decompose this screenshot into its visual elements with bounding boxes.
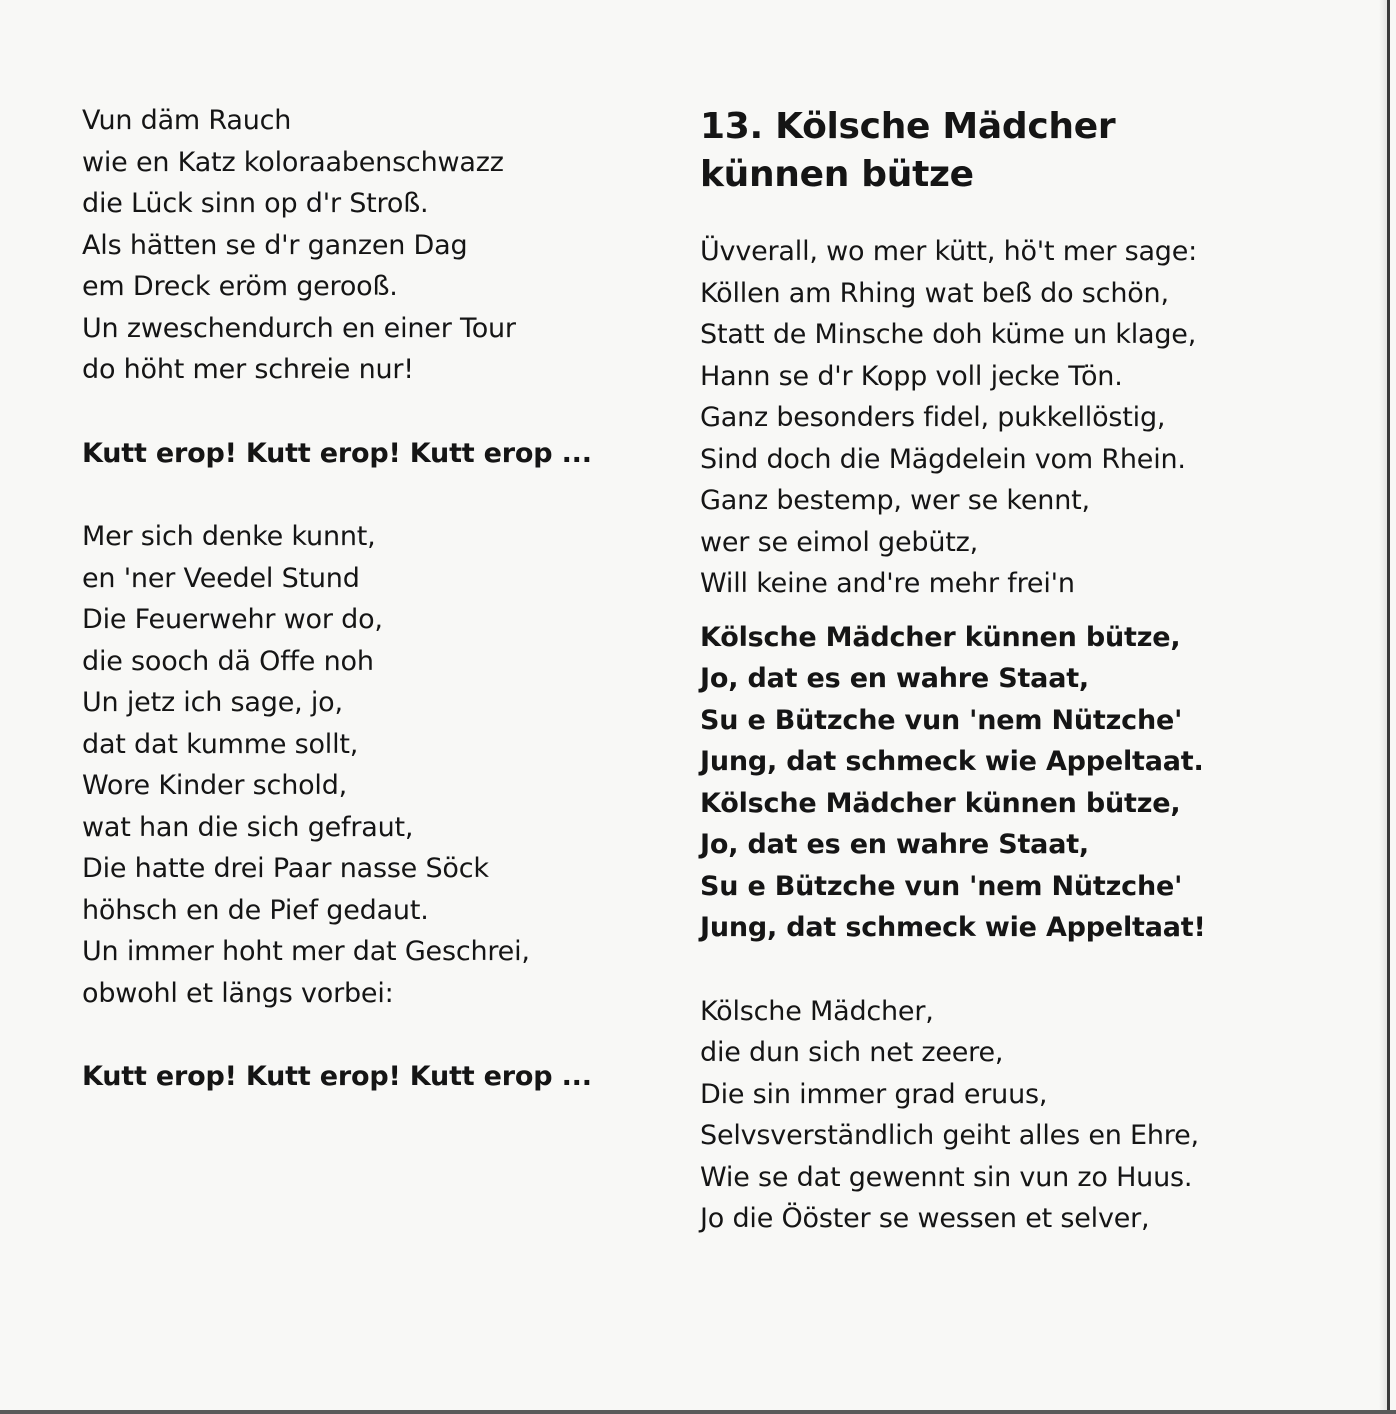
lyric-line: wer se eimol gebütz, [700, 526, 978, 558]
chorus-line: Jung, dat schmeck wie Appeltaat. [700, 746, 1204, 777]
lyric-line: Köllen am Rhing wat beß do schön, [700, 277, 1169, 309]
verse-1 [700, 231, 1300, 605]
song-title-line-2: künnen bütze [700, 154, 974, 195]
stanza-1 [82, 100, 662, 391]
lyric-line: Sind doch die Mägdelein vom Rhein. [700, 443, 1186, 475]
lyric-line: Üvverall, wo mer kütt, hö't mer sage: [700, 236, 1198, 267]
lyric-line: Vun däm Rauch [82, 105, 292, 136]
chorus-line: Jung, dat schmeck wie Appeltaat! [700, 912, 1206, 943]
lyric-line: Un zweschendurch en einer Tour [82, 312, 516, 344]
lyric-line: Als hätten se d'r ganzen Dag [82, 229, 468, 261]
chorus-line: Su e Bützche vun 'nem Nützche' [700, 870, 1183, 902]
lyric-line: dat dat kumme sollt, [82, 728, 359, 760]
lyric-line: do höht mer schreie nur! [82, 354, 414, 385]
lyric-line: Die sin immer grad eruus, [700, 1078, 1048, 1110]
lyric-line: Hann se d'r Kopp voll jecke Tön. [700, 360, 1123, 392]
chorus-line: Jo, dat es en wahre Staat, [700, 663, 1089, 694]
lyric-line: die sooch dä Offe noh [82, 645, 374, 677]
right-lyrics-column [700, 103, 1300, 1240]
lyric-line: wat han die sich gefraut, [82, 811, 414, 843]
lyric-line: Un immer hoht mer dat Geschrei, [82, 936, 530, 967]
chorus-line: Kölsche Mädcher künnen bütze, [700, 787, 1181, 819]
left-lyrics-column [82, 100, 662, 1098]
refrain-line: Kutt erop! Kutt erop! Kutt erop ... [82, 437, 592, 469]
lyric-line: em Dreck eröm gerooß. [82, 271, 398, 302]
page-edge [1387, 0, 1390, 1414]
chorus [700, 617, 1300, 949]
lyric-line: Ganz besonders fidel, pukkellöstig, [700, 402, 1166, 433]
chorus-line: Su e Bützche vun 'nem Nützche' [700, 704, 1183, 736]
lyric-line: die dun sich net zeere, [700, 1037, 1004, 1068]
lyric-line: Statt de Minsche doh küme un klage, [700, 319, 1197, 350]
lyric-line: en 'ner Veedel Stund [82, 562, 360, 594]
lyric-line: obwohl et längs vorbei: [82, 977, 394, 1009]
lyric-line: Jo die Ööster se wessen et selver, [700, 1203, 1150, 1234]
lyric-line: Mer sich denke kunnt, [82, 521, 376, 552]
stanza-2 [82, 516, 662, 1014]
chorus-line: Kölsche Mädcher künnen bütze, [700, 621, 1181, 653]
lyric-line: Kölsche Mädcher, [700, 995, 934, 1027]
lyric-line: wie en Katz koloraabenschwazz [82, 146, 504, 178]
verse-2 [700, 991, 1300, 1240]
bottom-edge [0, 1410, 1396, 1414]
lyric-line: Ganz bestemp, wer se kennt, [700, 485, 1090, 516]
lyric-line: Wie se dat gewennt sin vun zo Huus. [700, 1161, 1193, 1193]
page-edge-shadow [1379, 0, 1387, 1414]
lyric-line: Will keine and're mehr frei'n [700, 568, 1075, 599]
song-title-line-1: 13. Kölsche Mädcher [700, 106, 1116, 147]
lyric-line: die Lück sinn op d'r Stroß. [82, 188, 429, 219]
refrain-line: Kutt erop! Kutt erop! Kutt erop ... [82, 1061, 592, 1092]
lyric-line: Die hatte drei Paar nasse Söck [82, 853, 489, 884]
lyric-line: Die Feuerwehr wor do, [82, 604, 383, 635]
song-title [700, 103, 1300, 199]
lyric-line: Un jetz ich sage, jo, [82, 687, 343, 718]
chorus-line: Jo, dat es en wahre Staat, [700, 829, 1089, 860]
lyric-line: höhsch en de Pief gedaut. [82, 894, 429, 926]
lyric-line: Selvsverständlich geiht alles en Ehre, [700, 1120, 1199, 1151]
lyric-line: Wore Kinder schold, [82, 770, 348, 801]
